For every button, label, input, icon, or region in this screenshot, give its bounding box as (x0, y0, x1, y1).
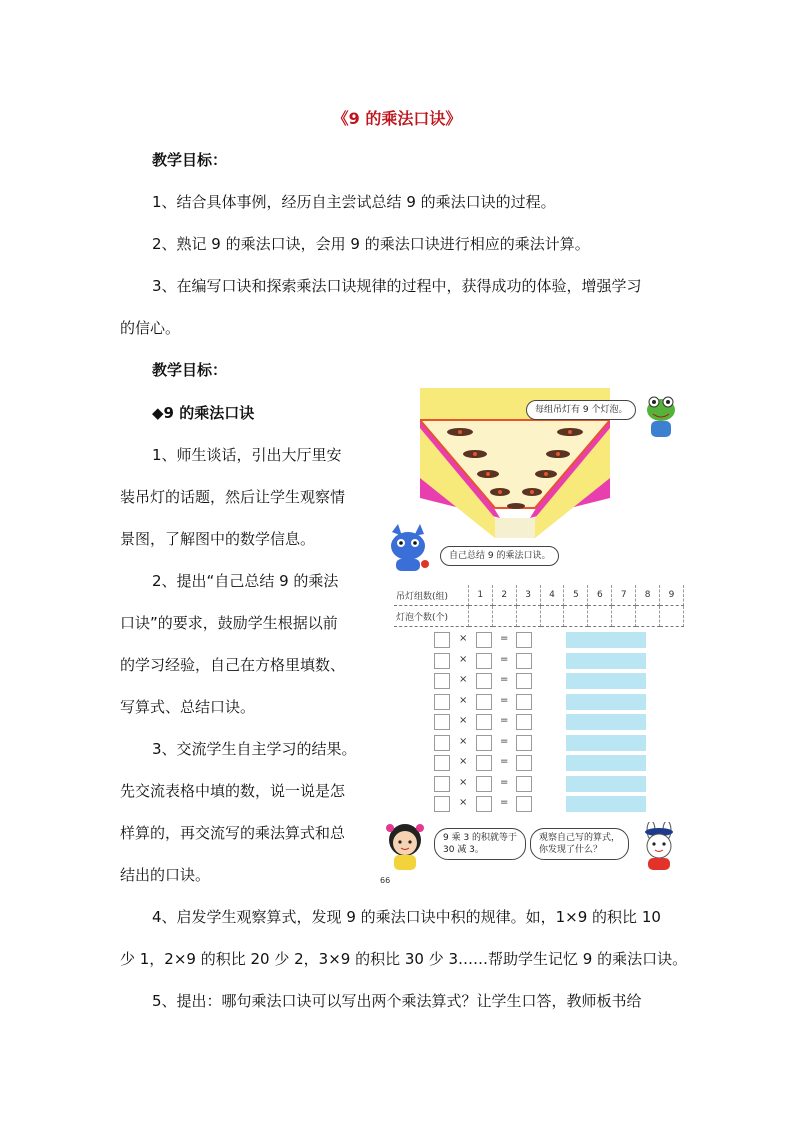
blank-box (516, 673, 532, 689)
process-heading: 教学目标： (152, 361, 228, 379)
blank-box (434, 632, 450, 648)
rabbit-character-icon (636, 822, 682, 872)
equals-sign: = (500, 735, 509, 747)
table-number-cell: 9 (660, 585, 684, 606)
blank-box (434, 776, 450, 792)
step-1-line-1: 1、师生谈话，引出大厅里安 (152, 446, 342, 464)
empty-cell (468, 606, 492, 627)
girl-bubble-line-1: 9 乘 3 的积就等于 (443, 833, 518, 843)
rabbit-bubble-line-1: 观察自己写的算式， (539, 833, 621, 843)
goal-3: 3、在编写口诀和探索乘法口诀规律的过程中，获得成功的体验，增强学习 (152, 277, 642, 295)
frog-speech-bubble: 每组吊灯有 9 个灯泡。 (526, 400, 636, 420)
blank-box (476, 632, 492, 648)
table-row (394, 585, 684, 606)
answer-stripe (566, 735, 646, 751)
answer-stripe (566, 714, 646, 730)
answer-stripe (566, 796, 646, 812)
answer-stripe (566, 673, 646, 689)
step-4-line-2: 少 1，2×9 的积比 20 少 2，3×9 的积比 30 少 3……帮助学生记忆 9 的乘法口诀。 (120, 950, 688, 968)
answer-stripe (566, 755, 646, 771)
table-header-cell: 灯泡个数(个) (394, 606, 468, 627)
answer-stripe (566, 653, 646, 669)
times-sign: × (459, 756, 468, 767)
empty-cell (588, 606, 612, 627)
blank-box (516, 694, 532, 710)
table-number-cell: 3 (516, 585, 540, 606)
blank-box (516, 714, 532, 730)
equals-sign: = (500, 694, 509, 706)
table-row (394, 606, 684, 627)
equals-sign: = (500, 776, 509, 788)
step-3-line-4: 结出的口诀。 (120, 866, 211, 884)
step-5-line-1: 5、提出：哪句乘法口诀可以写出两个乘法算式？让学生口答，教师板书给 (152, 992, 642, 1010)
step-2-line-2: 口诀”的要求，鼓励学生根据以前 (120, 614, 338, 632)
blank-box (516, 653, 532, 669)
table-header-cell: 吊灯组数(组) (394, 585, 468, 606)
blank-box (516, 632, 532, 648)
goal-2: 2、熟记 9 的乘法口诀，会用 9 的乘法口诀进行相应的乘法计算。 (152, 235, 590, 253)
step-1-line-3: 景图，了解图中的数学信息。 (120, 530, 316, 548)
step-3-line-1: 3、交流学生自主学习的结果。 (152, 740, 357, 758)
table-number-cell: 6 (588, 585, 612, 606)
equals-sign: = (500, 715, 509, 726)
equals-sign: = (500, 797, 509, 808)
blank-box (476, 653, 492, 669)
blank-box (476, 755, 492, 771)
times-sign: × (459, 735, 468, 747)
times-sign: × (459, 653, 468, 665)
lamp-count-table (394, 585, 684, 627)
blank-box (434, 673, 450, 689)
girl-bubble-line-2: 30 减 3。 (443, 845, 484, 855)
page-title: 《9 的乘法口诀》 (332, 109, 462, 128)
answer-stripe (566, 694, 646, 710)
blank-box (434, 653, 450, 669)
empty-cell (540, 606, 564, 627)
blank-box (476, 673, 492, 689)
blank-box (434, 755, 450, 771)
blank-box (434, 714, 450, 730)
table-number-cell: 7 (612, 585, 636, 606)
blank-box (476, 714, 492, 730)
equals-sign: = (500, 756, 509, 767)
blank-box (516, 735, 532, 751)
empty-cell (612, 606, 636, 627)
girl-character-icon (382, 822, 428, 872)
blank-box (434, 796, 450, 812)
textbook-illustration (380, 388, 684, 885)
equals-sign: = (500, 653, 509, 665)
frog-character-icon (642, 394, 680, 444)
step-3-line-3: 样算的，再交流写的乘法算式和总 (120, 824, 346, 842)
equals-sign: = (500, 633, 509, 644)
step-2-line-4: 写算式、总结口诀。 (120, 698, 256, 716)
empty-cell (564, 606, 588, 627)
table-number-cell: 8 (636, 585, 660, 606)
equals-sign: = (500, 674, 509, 685)
blank-box (476, 776, 492, 792)
rabbit-speech-bubble (530, 828, 629, 860)
times-sign: × (459, 797, 468, 808)
textbook-page-number: 66 (380, 876, 391, 885)
rabbit-bubble-line-2: 你发现了什么？ (539, 845, 603, 855)
goal-3-continued: 的信心。 (120, 319, 181, 337)
times-sign: × (459, 715, 468, 726)
times-sign: × (459, 633, 468, 644)
times-sign: × (459, 694, 468, 706)
empty-cell (660, 606, 684, 627)
blank-box (516, 755, 532, 771)
step-4-line-1: 4、启发学生观察算式，发现 9 的乘法口诀中积的规律。如，1×9 的积比 10 (152, 908, 661, 926)
times-sign: × (459, 776, 468, 788)
step-2-line-1: 2、提出“自己总结 9 的乘法 (152, 572, 339, 590)
empty-cell (636, 606, 660, 627)
step-1-line-2: 装吊灯的话题，然后让学生观察情 (120, 488, 346, 506)
section-title: ◆9 的乘法口诀 (152, 404, 255, 422)
empty-cell (492, 606, 516, 627)
blank-box (434, 735, 450, 751)
table-number-cell: 1 (468, 585, 492, 606)
step-2-line-3: 的学习经验，自己在方格里填数、 (120, 656, 346, 674)
cat-character-icon (384, 524, 432, 574)
step-3-line-2: 先交流表格中填的数，说一说是怎 (120, 782, 346, 800)
goal-1: 1、结合具体事例，经历自主尝试总结 9 的乘法口诀的过程。 (152, 193, 556, 211)
girl-speech-bubble (434, 828, 526, 860)
table-number-cell: 2 (492, 585, 516, 606)
times-sign: × (459, 674, 468, 685)
answer-stripe (566, 632, 646, 648)
answer-stripe (566, 776, 646, 792)
table-number-cell: 4 (540, 585, 564, 606)
cat-speech-bubble: 自己总结 9 的乘法口诀。 (440, 546, 559, 566)
blank-box (434, 694, 450, 710)
blank-box (516, 776, 532, 792)
blank-box (476, 735, 492, 751)
blank-box (516, 796, 532, 812)
blank-box (476, 694, 492, 710)
goals-heading: 教学目标： (152, 151, 228, 169)
table-number-cell: 5 (564, 585, 588, 606)
blank-box (476, 796, 492, 812)
empty-cell (516, 606, 540, 627)
